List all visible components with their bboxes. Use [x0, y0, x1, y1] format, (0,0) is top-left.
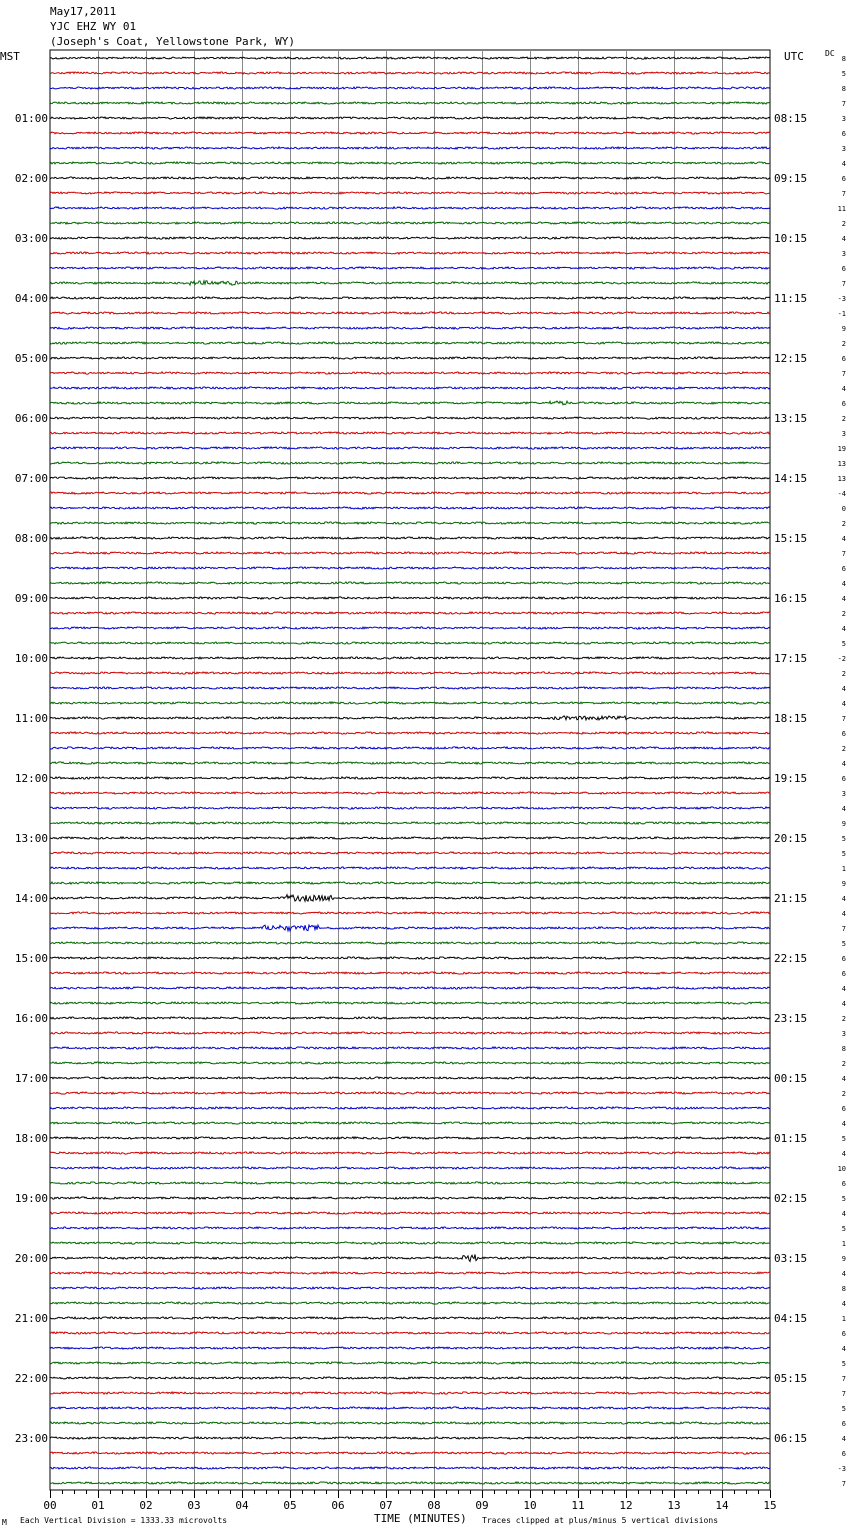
dc-offset-label: 2 [841, 1015, 846, 1023]
dc-offset-label: 4 [841, 760, 846, 768]
mst-hour-label: 12:00 [14, 772, 48, 785]
dc-offset-label: 4 [841, 1300, 846, 1308]
dc-offset-label: 6 [841, 1450, 846, 1458]
seismic-trace-row [50, 1437, 770, 1439]
dc-offset-label: 5 [841, 1135, 846, 1143]
utc-hour-label: 16:15 [774, 592, 808, 605]
clip-note: Traces clipped at plus/minus 5 vertical divisions [482, 1516, 719, 1525]
dc-offset-label: 7 [841, 280, 846, 288]
dc-offset-label: 6 [841, 1180, 846, 1188]
dc-offset-label: 9 [841, 325, 846, 333]
seismic-trace-row [50, 1482, 770, 1484]
seismic-trace-row [50, 837, 770, 839]
corner-mark: M [2, 1518, 7, 1527]
seismic-trace-row [50, 627, 770, 629]
x-tick-label: 12 [619, 1499, 633, 1512]
seismic-trace-row [50, 1452, 770, 1454]
seismic-trace-row [50, 807, 770, 809]
dc-offset-label: 4 [841, 895, 846, 903]
dc-offset-label: 8 [841, 85, 846, 93]
dc-offset-label: 4 [841, 1210, 846, 1218]
dc-offset-label: -2 [837, 655, 846, 663]
dc-offset-label: 6 [841, 970, 846, 978]
mst-hour-label: 18:00 [14, 1132, 48, 1145]
seismic-trace-row [50, 297, 770, 299]
seismic-trace-row [50, 507, 770, 509]
x-tick-label: 03 [187, 1499, 201, 1512]
utc-hour-label: 09:15 [774, 172, 808, 185]
dc-offset-label: 0 [841, 505, 846, 513]
dc-offset-label: 1 [841, 1315, 846, 1323]
dc-offset-label: 4 [841, 625, 846, 633]
seismic-trace-row [50, 1377, 770, 1379]
seismic-trace-row [50, 1407, 770, 1409]
dc-offset-label: 7 [841, 925, 846, 933]
dc-offset-label: 5 [841, 1360, 846, 1368]
seismic-trace-row [50, 1152, 770, 1154]
seismic-trace-row [50, 567, 770, 569]
dc-offset-label: 6 [841, 265, 846, 273]
x-tick-label: 07 [379, 1499, 393, 1512]
mst-hour-label: 11:00 [14, 712, 48, 725]
dc-offset-label: 7 [841, 100, 846, 108]
seismic-trace-row [50, 1302, 770, 1304]
utc-hour-label: 17:15 [774, 652, 808, 665]
dc-offset-label: 5 [841, 850, 846, 858]
dc-offset-label: 2 [841, 340, 846, 348]
seismic-trace-row [50, 417, 770, 419]
dc-offset-label: 4 [841, 685, 846, 693]
dc-offset-label: 9 [841, 1255, 846, 1263]
mst-hour-label: 15:00 [14, 952, 48, 965]
dc-offset-label: 2 [841, 220, 846, 228]
dc-offset-label: 5 [841, 1225, 846, 1233]
axis-layer [43, 1490, 776, 1512]
dc-offset-label: -4 [837, 490, 846, 498]
utc-hour-label: 23:15 [774, 1012, 808, 1025]
chart-date: May17,2011 [50, 5, 117, 18]
utc-hour-label: 00:15 [774, 1072, 808, 1085]
utc-hour-label: 02:15 [774, 1192, 808, 1205]
seismic-trace-row [50, 1272, 770, 1274]
dc-offset-label: 9 [841, 820, 846, 828]
mst-hour-label: 03:00 [14, 232, 48, 245]
utc-hour-label: 01:15 [774, 1132, 808, 1145]
seismic-trace-row [50, 1107, 770, 1109]
seismic-trace-row [50, 401, 770, 405]
dc-offset-label: -3 [837, 1465, 846, 1473]
utc-hour-label: 15:15 [774, 532, 808, 545]
dc-offset-label: 4 [841, 1345, 846, 1353]
seismic-trace-row [50, 597, 770, 599]
mst-hour-label: 16:00 [14, 1012, 48, 1025]
dc-offset-label: 2 [841, 670, 846, 678]
dc-offset-label: -1 [837, 310, 846, 318]
dc-offset-label: 3 [841, 115, 846, 123]
mst-hour-label: 04:00 [14, 292, 48, 305]
seismic-trace-row [50, 312, 770, 314]
seismic-trace-row [50, 732, 770, 734]
x-tick-label: 13 [667, 1499, 681, 1512]
utc-hour-label: 04:15 [774, 1312, 808, 1325]
dc-offset-label: 4 [841, 595, 846, 603]
seismic-trace-row [50, 1287, 770, 1289]
seismic-trace-row [50, 957, 770, 959]
dc-offset-label: 11 [837, 205, 846, 213]
seismic-trace-row [50, 642, 770, 644]
seismic-trace-row [50, 522, 770, 524]
mst-hour-label: 19:00 [14, 1192, 48, 1205]
mst-hour-label: 17:00 [14, 1072, 48, 1085]
seismic-trace-row [50, 387, 770, 389]
scale-note: Each Vertical Division = 1333.33 microvolts [20, 1516, 228, 1525]
mst-hour-label: 22:00 [14, 1372, 48, 1385]
seismic-trace-row [50, 281, 770, 285]
seismic-trace-row [50, 207, 770, 209]
x-tick-label: 04 [235, 1499, 249, 1512]
seismic-trace-row [50, 657, 770, 659]
utc-hour-label: 06:15 [774, 1432, 808, 1445]
dc-offset-label: 8 [841, 1045, 846, 1053]
dc-offset-label: 6 [841, 400, 846, 408]
utc-hour-label: 18:15 [774, 712, 808, 725]
seismic-trace-row [50, 987, 770, 989]
mst-hour-label: 21:00 [14, 1312, 48, 1325]
utc-hour-label: 03:15 [774, 1252, 808, 1265]
trace-layer [50, 57, 770, 1484]
seismic-trace-row [50, 1167, 770, 1169]
dc-offset-label: 4 [841, 1120, 846, 1128]
dc-offset-label: 2 [841, 415, 846, 423]
dc-offset-label: 7 [841, 1390, 846, 1398]
x-tick-label: 05 [283, 1499, 297, 1512]
seismic-trace-row [50, 1092, 770, 1094]
mst-hour-label: 10:00 [14, 652, 48, 665]
seismic-trace-row [50, 357, 770, 359]
utc-hour-label: 05:15 [774, 1372, 808, 1385]
x-tick-label: 14 [715, 1499, 729, 1512]
utc-hour-label: 20:15 [774, 832, 808, 845]
seismic-trace-row [50, 1212, 770, 1214]
seismic-trace-row [50, 867, 770, 869]
dc-offset-label: 3 [841, 1030, 846, 1038]
mst-hour-label: 14:00 [14, 892, 48, 905]
x-tick-label: 08 [427, 1499, 441, 1512]
seismic-trace-row [50, 117, 770, 119]
seismic-trace-row [50, 432, 770, 434]
seismic-trace-row [50, 1047, 770, 1049]
seismic-trace-row [50, 1032, 770, 1034]
seismic-trace-row [50, 1182, 770, 1184]
dc-offset-label: 13 [837, 460, 846, 468]
mst-hour-label: 09:00 [14, 592, 48, 605]
seismic-trace-row [50, 1197, 770, 1199]
dc-offset-label: 1 [841, 865, 846, 873]
dc-offset-label: 19 [837, 445, 846, 453]
seismic-trace-row [50, 1317, 770, 1319]
dc-offset-label: 6 [841, 175, 846, 183]
seismic-trace-row [50, 492, 770, 494]
seismic-trace-row [50, 1122, 770, 1124]
utc-hour-label: 22:15 [774, 952, 808, 965]
dc-offset-label: 2 [841, 520, 846, 528]
dc-offset-label: 4 [841, 235, 846, 243]
dc-offset-label: 4 [841, 1150, 846, 1158]
seismic-trace-row [50, 447, 770, 449]
seismic-trace-row [50, 912, 770, 914]
seismic-trace-row [50, 1077, 770, 1079]
mst-hour-label: 20:00 [14, 1252, 48, 1265]
mst-hour-label: 13:00 [14, 832, 48, 845]
utc-hour-label: 12:15 [774, 352, 808, 365]
utc-hour-label: 10:15 [774, 232, 808, 245]
dc-offset-label: 3 [841, 430, 846, 438]
dc-offset-label: 2 [841, 745, 846, 753]
seismic-trace-row [50, 852, 770, 854]
seismic-trace-row [50, 147, 770, 149]
dc-offset-label: 6 [841, 730, 846, 738]
dc-label: DC [825, 49, 835, 58]
dc-offset-label: 4 [841, 1000, 846, 1008]
seismic-trace-row [50, 552, 770, 554]
seismic-trace-row [50, 822, 770, 824]
utc-hour-label: 08:15 [774, 112, 808, 125]
dc-offset-label: 4 [841, 160, 846, 168]
mst-hour-label: 23:00 [14, 1432, 48, 1445]
left-axis-label: MST [0, 50, 20, 63]
dc-offset-label: 7 [841, 370, 846, 378]
seismic-trace-row [50, 762, 770, 764]
seismic-trace-row [50, 222, 770, 224]
x-tick-label: 10 [523, 1499, 537, 1512]
seismic-trace-row [50, 747, 770, 749]
mst-hour-label: 01:00 [14, 112, 48, 125]
seismic-trace-row [50, 672, 770, 674]
dc-offset-label: 6 [841, 1420, 846, 1428]
dc-offset-label: 6 [841, 565, 846, 573]
dc-offset-label: 6 [841, 955, 846, 963]
seismic-trace-row [50, 162, 770, 164]
seismic-trace-row [50, 1242, 770, 1244]
mst-hour-label: 08:00 [14, 532, 48, 545]
x-tick-label: 15 [763, 1499, 777, 1512]
seismic-trace-row [50, 792, 770, 794]
seismic-trace-row [50, 102, 770, 104]
dc-offset-label: 6 [841, 1330, 846, 1338]
mst-hour-label: 02:00 [14, 172, 48, 185]
dc-offset-label: 6 [841, 775, 846, 783]
seismic-trace-row [50, 1137, 770, 1139]
seismic-trace-row [50, 192, 770, 194]
dc-offset-label: 7 [841, 1480, 846, 1488]
chart-station: YJC EHZ WY 01 [50, 20, 137, 33]
seismic-trace-row [50, 57, 770, 59]
utc-hour-label: 21:15 [774, 892, 808, 905]
x-tick-label: 09 [475, 1499, 489, 1512]
dc-offset-label: 4 [841, 985, 846, 993]
seismic-trace-row [50, 372, 770, 374]
dc-offset-label: 4 [841, 1075, 846, 1083]
seismic-trace-row [50, 702, 770, 704]
mst-hour-label: 07:00 [14, 472, 48, 485]
seismic-trace-row [50, 462, 770, 464]
dc-offset-label: 5 [841, 940, 846, 948]
dc-offset-label: 3 [841, 790, 846, 798]
seismic-trace-row [50, 716, 770, 720]
dc-offset-label: 4 [841, 1435, 846, 1443]
dc-offset-label: 4 [841, 1270, 846, 1278]
dc-offset-label: 10 [837, 1165, 846, 1173]
x-tick-label: 00 [43, 1499, 57, 1512]
utc-hour-label: 11:15 [774, 292, 808, 305]
dc-offset-label: 6 [841, 355, 846, 363]
dc-offset-label: 7 [841, 715, 846, 723]
dc-offset-label: 5 [841, 70, 846, 78]
seismic-trace-row [50, 1254, 770, 1261]
right-axis-label: UTC [784, 50, 804, 63]
seismic-trace-row [50, 237, 770, 239]
seismic-trace-row [50, 252, 770, 254]
seismic-trace-row [50, 925, 770, 931]
seismic-trace-row [50, 612, 770, 614]
seismic-trace-row [50, 1347, 770, 1349]
seismic-trace-row [50, 1227, 770, 1229]
seismic-trace-row [50, 1062, 770, 1064]
dc-offset-label: 6 [841, 1105, 846, 1113]
dc-offset-label: 2 [841, 610, 846, 618]
dc-offset-label: 5 [841, 1405, 846, 1413]
dc-offset-label: 5 [841, 640, 846, 648]
dc-offset-label: 7 [841, 550, 846, 558]
mst-hour-label: 05:00 [14, 352, 48, 365]
seismic-trace-row [50, 777, 770, 779]
dc-offset-label: 8 [841, 1285, 846, 1293]
seismic-trace-row [50, 1002, 770, 1004]
seismic-trace-row [50, 537, 770, 539]
dc-offset-label: 8 [841, 55, 846, 63]
seismic-trace-row [50, 477, 770, 479]
dc-offset-label: 13 [837, 475, 846, 483]
seismic-trace-row [50, 972, 770, 974]
seismic-trace-row [50, 582, 770, 584]
seismic-trace-row [50, 1017, 770, 1019]
seismic-trace-row [50, 895, 770, 901]
dc-offset-label: 9 [841, 880, 846, 888]
seismic-trace-row [50, 327, 770, 329]
dc-offset-label: 7 [841, 190, 846, 198]
chart-location: (Joseph's Coat, Yellowstone Park, WY) [50, 35, 296, 48]
seismic-trace-row [50, 687, 770, 689]
x-axis-title: TIME (MINUTES) [374, 1512, 467, 1525]
seismic-trace-row [50, 882, 770, 884]
seismic-trace-row [50, 72, 770, 74]
seismic-trace-row [50, 1422, 770, 1424]
dc-offset-label: 4 [841, 385, 846, 393]
utc-hour-label: 13:15 [774, 412, 808, 425]
dc-offset-label: 4 [841, 805, 846, 813]
seismic-trace-row [50, 942, 770, 944]
x-tick-label: 06 [331, 1499, 345, 1512]
seismic-trace-row [50, 267, 770, 269]
dc-offset-label: 3 [841, 145, 846, 153]
dc-offset-label: 1 [841, 1240, 846, 1248]
seismic-trace-row [50, 1362, 770, 1364]
seismic-trace-row [50, 342, 770, 344]
seismic-trace-row [50, 177, 770, 179]
dc-offset-label: 6 [841, 130, 846, 138]
x-tick-label: 02 [139, 1499, 153, 1512]
seismic-trace-row [50, 87, 770, 89]
seismic-trace-row [50, 1332, 770, 1334]
utc-hour-label: 14:15 [774, 472, 808, 485]
seismic-trace-row [50, 132, 770, 134]
dc-offset-label: 5 [841, 1195, 846, 1203]
mst-hour-label: 06:00 [14, 412, 48, 425]
dc-offset-label: 7 [841, 1375, 846, 1383]
dc-offset-label: 2 [841, 1090, 846, 1098]
dc-offset-label: 4 [841, 910, 846, 918]
dc-offset-label: 3 [841, 250, 846, 258]
dc-offset-label: 5 [841, 835, 846, 843]
seismic-trace-row [50, 1392, 770, 1394]
dc-offset-label: 4 [841, 700, 846, 708]
seismic-trace-row [50, 1467, 770, 1469]
dc-offset-label: 2 [841, 1060, 846, 1068]
dc-offset-label: 4 [841, 535, 846, 543]
dc-offset-label: -3 [837, 295, 846, 303]
x-tick-label: 11 [571, 1499, 585, 1512]
x-tick-label: 01 [91, 1499, 105, 1512]
dc-offset-label: 4 [841, 580, 846, 588]
utc-hour-label: 19:15 [774, 772, 808, 785]
